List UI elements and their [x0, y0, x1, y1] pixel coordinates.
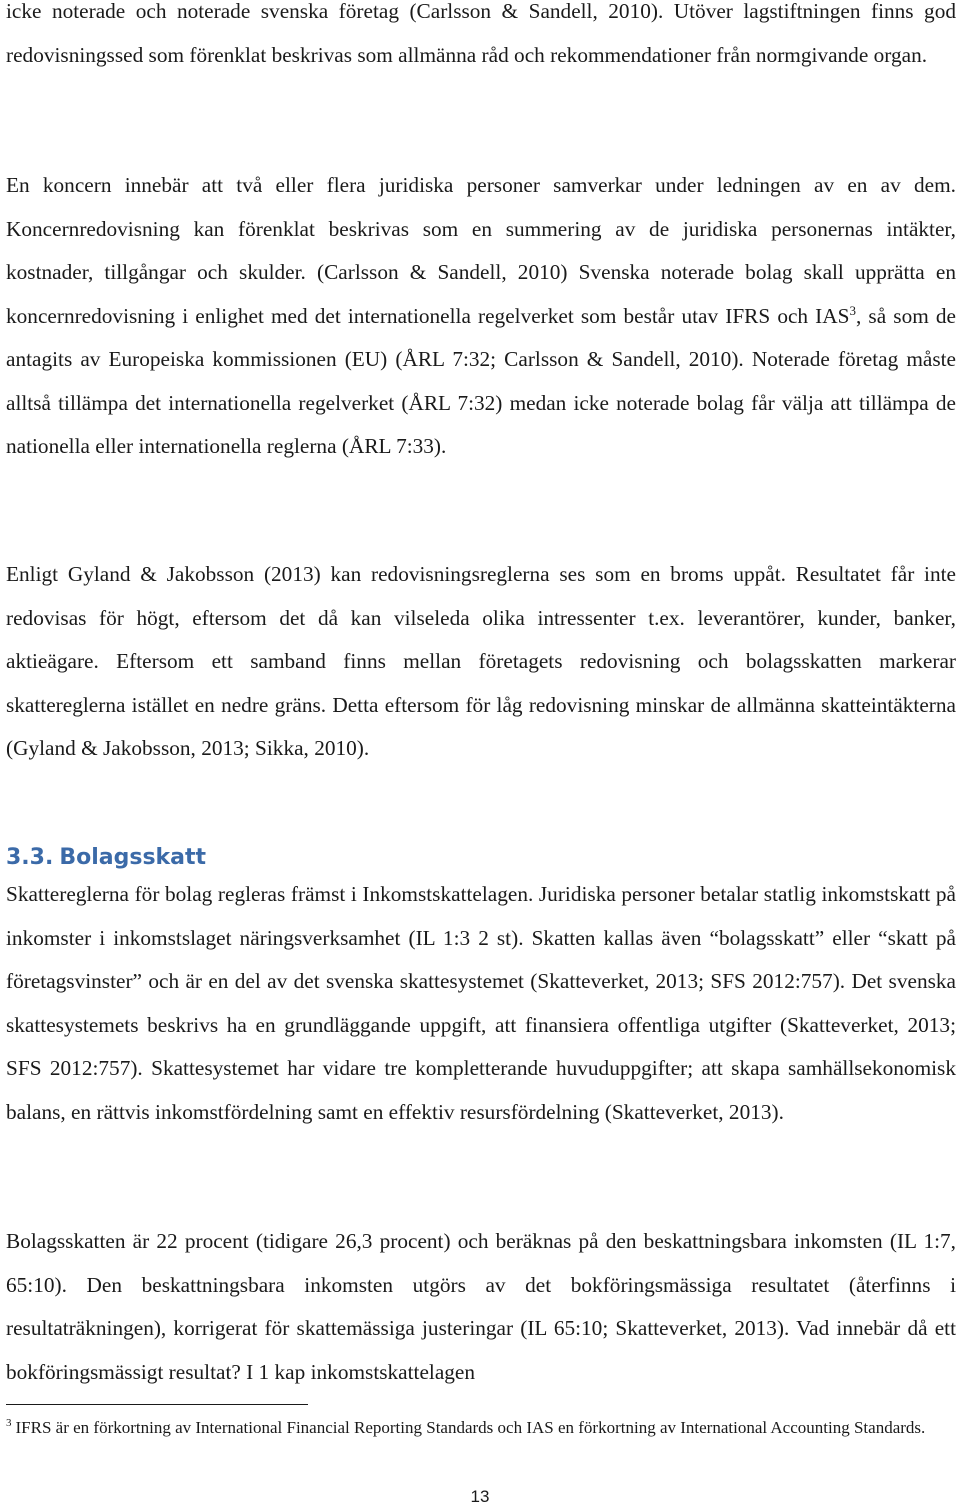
footnote-divider: [6, 1404, 308, 1405]
section-title: Bolagsskatt: [59, 845, 207, 870]
paragraph-1: icke noterade och noterade svenska företag (Carlsson & Sandell, 2010). Utöver lagstiftningen finns god redovisningssed som förenklat beskrivas som allmänna råd och rekommendationer från normgivande organ.: [6, 0, 956, 67]
footnote-reference[interactable]: 3: [849, 302, 856, 318]
footnote: [6, 1416, 956, 1440]
section-number: 3.3.: [6, 845, 54, 870]
page-number: 13: [470, 1487, 490, 1506]
paragraph-3: Enligt Gyland & Jakobsson (2013) kan redovisningsreglerna ses som en broms uppåt. Resultatet får inte redovisas för högt, eftersom det då kan vilseleda olika intressenter t.ex. leverantörer, kunder, banker, aktieägare. Eftersom ett samband finns mellan företagets redovisning och bolagsskatten markerar skattereglerna istället en nedre gräns. Detta eftersom för låg redovisning minskar de allmänna skatteintäkterna (Gyland & Jakobsson, 2013; Sikka, 2010).: [6, 562, 956, 760]
footnote-marker: 3: [6, 1417, 12, 1430]
paragraph-2-text-b: , så som de antagits av Europeiska kommissionen (EU) (ÅRL 7:32; Carlsson & Sandell, 2010). Noterade företag måste alltså tillämpa det internationella regelverket (ÅRL 7:32) medan icke noterade bolag får välja att tillämpa de nationella eller internationella reglerna (ÅRL 7:33).: [6, 303, 956, 458]
section-heading: [6, 838, 206, 878]
footnote-text: IFRS är en förkortning av International Financial Reporting Standards och IAS en förkortning av International Accounting Standards.: [15, 1418, 926, 1437]
paragraph-2: [6, 164, 956, 469]
paragraph-2-text-a: En koncern innebär att två eller flera juridiska personer samverkar under ledningen av en av dem. Koncernredovisning kan förenklat beskrivas som en summering av de juridiska personernas intäkter, kostnader, tillgångar och skulder. (Carlsson & Sandell, 2010) Svenska noterade bolag skall upprätta en koncernredovisning i enlighet med det internationella regelverket som består utav IFRS och IAS: [6, 173, 956, 328]
paragraph-5: Bolagsskatten är 22 procent (tidigare 26,3 procent) och beräknas på den beskattningsbara inkomsten (IL 1:7, 65:10). Den beskattningsbara inkomsten utgörs av det bokföringsmässiga resultatet (återfinns i resultaträkningen), korrigerat för skattemässiga justeringar (IL 65:10; Skatteverket, 2013). Vad innebär då ett bokföringsmässigt resultat? I 1 kap inkomstskattelagen: [6, 1229, 956, 1384]
paragraph-4: Skattereglerna för bolag regleras främst i Inkomstskattelagen. Juridiska personer betalar statlig inkomstskatt på inkomster i inkomstslaget näringsverksamhet (IL 1:3 2 st). Skatten kallas även “bolagsskatt” eller “skatt på företagsvinster” och är en del av det svenska skattesystemet (Skatteverket, 2013; SFS 2012:757). Det svenska skattesystemets beskrivs ha en grundläggande uppgift, att finansiera offentliga utgifter (Skatteverket, 2013; SFS 2012:757). Skattesystemet har vidare tre kompletterande huvuduppgifter; att skapa samhällsekonomisk balans, en rättvis inkomstfördelning samt en effektiv resursfördelning (Skatteverket, 2013).: [6, 882, 956, 1124]
